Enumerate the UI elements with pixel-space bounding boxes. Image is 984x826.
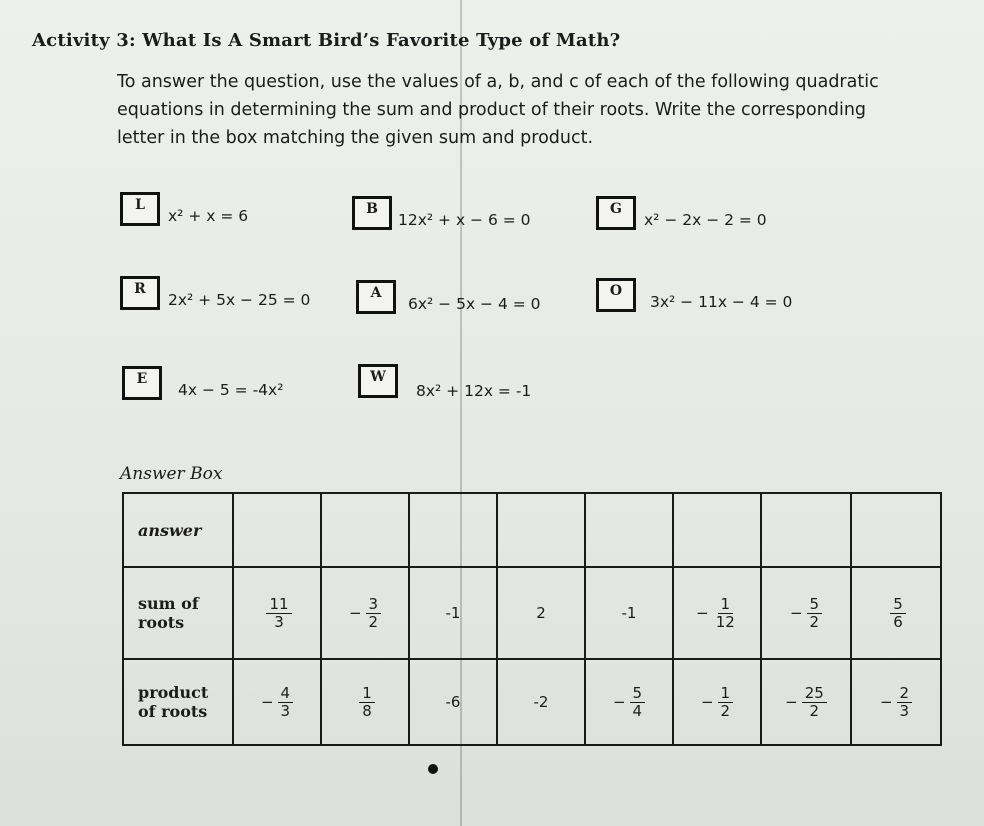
fraction-sign: − bbox=[700, 693, 714, 711]
sum-header-line2: roots bbox=[138, 613, 185, 632]
fraction-numerator: 1 bbox=[359, 685, 375, 703]
product-cell bbox=[233, 659, 321, 745]
equation-item bbox=[120, 192, 248, 226]
answer-cell[interactable] bbox=[761, 493, 851, 567]
fraction-denominator: 2 bbox=[720, 701, 731, 720]
fraction bbox=[886, 596, 906, 631]
fraction bbox=[355, 685, 375, 720]
equation-item bbox=[352, 196, 531, 230]
equation-item bbox=[122, 366, 283, 400]
letter-box: B bbox=[352, 196, 392, 230]
letter-box: L bbox=[120, 192, 160, 226]
value-text: -1 bbox=[621, 604, 637, 622]
product-cell bbox=[673, 659, 761, 745]
answer-cell[interactable] bbox=[673, 493, 761, 567]
equation-item bbox=[356, 280, 541, 314]
equation-text: 4x − 5 = -4x² bbox=[178, 381, 284, 399]
bullet-dot bbox=[428, 764, 438, 774]
fraction-numerator: 1 bbox=[718, 685, 734, 703]
product-cell bbox=[497, 659, 585, 745]
fraction-sign: − bbox=[879, 693, 893, 711]
letter-box: R bbox=[120, 276, 160, 310]
fraction-denominator: 2 bbox=[368, 612, 379, 631]
letter-box: O bbox=[596, 278, 636, 312]
sum-row bbox=[123, 567, 941, 659]
equation-text: 6x² − 5x − 4 = 0 bbox=[408, 295, 541, 313]
fraction-numerator: 4 bbox=[278, 685, 294, 703]
product-cell bbox=[321, 659, 409, 745]
fraction bbox=[262, 596, 291, 631]
sum-cell bbox=[761, 567, 851, 659]
sum-cell bbox=[233, 567, 321, 659]
equation-text: 8x² + 12x = -1 bbox=[416, 382, 532, 400]
equation-text: x² + x = 6 bbox=[168, 207, 249, 225]
fraction-denominator: 2 bbox=[809, 612, 820, 631]
product-cell bbox=[851, 659, 941, 745]
product-row bbox=[123, 659, 941, 745]
equation-item bbox=[120, 276, 310, 310]
fraction-sign: − bbox=[785, 693, 798, 711]
fraction-numerator: 3 bbox=[366, 596, 382, 614]
product-header-line1: product bbox=[138, 683, 209, 702]
answer-cell[interactable] bbox=[321, 493, 409, 567]
fraction-sign: − bbox=[789, 604, 803, 622]
fraction-denominator: 3 bbox=[274, 612, 284, 631]
fraction-numerator: 2 bbox=[897, 685, 913, 703]
value-text: -6 bbox=[445, 693, 461, 711]
fraction-denominator: 3 bbox=[280, 701, 291, 720]
equation-item bbox=[596, 196, 767, 230]
fraction bbox=[349, 596, 381, 631]
answer-cell[interactable] bbox=[851, 493, 941, 567]
product-cell bbox=[761, 659, 851, 745]
letter-box: E bbox=[122, 366, 162, 400]
activity-title: Activity 3: What Is A Smart Bird’s Favorite Type of Math? bbox=[32, 30, 621, 51]
fraction-numerator: 25 bbox=[802, 685, 827, 703]
fraction-sign: − bbox=[696, 604, 709, 622]
sum-cell bbox=[321, 567, 409, 659]
fraction-numerator: 11 bbox=[266, 596, 291, 614]
equation-text: 2x² + 5x − 25 = 0 bbox=[168, 291, 311, 309]
instructions-text: To answer the question, use the values of a, b, and c of each of the following quadratic equations in determining the sum and product of their roots. Write the corresponding letter in the box matching the given sum and product. bbox=[117, 72, 879, 148]
sum-header-line1: sum of bbox=[138, 594, 199, 613]
equation-text: 12x² + x − 6 = 0 bbox=[398, 211, 531, 229]
sum-cell bbox=[497, 567, 585, 659]
fraction-denominator: 4 bbox=[632, 701, 643, 720]
equation-item bbox=[358, 362, 531, 400]
fraction-sign: − bbox=[612, 693, 626, 711]
answer-box-label: Answer Box bbox=[120, 464, 223, 484]
product-header-line2: of roots bbox=[138, 702, 208, 721]
fraction bbox=[696, 596, 738, 631]
fraction bbox=[880, 685, 912, 720]
fraction-numerator: 5 bbox=[807, 596, 823, 614]
fraction-numerator: 5 bbox=[630, 685, 646, 703]
fraction-denominator: 8 bbox=[362, 701, 372, 720]
sum-cell bbox=[585, 567, 673, 659]
value-text: 2 bbox=[536, 604, 546, 622]
sum-cell bbox=[851, 567, 941, 659]
fraction-sign: − bbox=[348, 604, 362, 622]
fraction-sign: − bbox=[260, 693, 274, 711]
sum-cell bbox=[409, 567, 497, 659]
equation-text: x² − 2x − 2 = 0 bbox=[644, 211, 767, 229]
fraction bbox=[613, 685, 645, 720]
sum-row-header bbox=[123, 567, 233, 659]
letter-box: W bbox=[358, 364, 398, 398]
letter-box: G bbox=[596, 196, 636, 230]
answer-row bbox=[123, 493, 941, 567]
fraction-denominator: 6 bbox=[893, 612, 903, 631]
fraction-denominator: 3 bbox=[899, 701, 910, 720]
fraction bbox=[790, 596, 822, 631]
product-cell bbox=[409, 659, 497, 745]
fraction-numerator: 5 bbox=[890, 596, 906, 614]
fraction-denominator: 12 bbox=[715, 612, 735, 631]
value-text: -1 bbox=[445, 604, 461, 622]
sum-cell bbox=[673, 567, 761, 659]
fraction bbox=[261, 685, 293, 720]
answer-cell[interactable] bbox=[409, 493, 497, 567]
fraction bbox=[701, 685, 733, 720]
letter-box: A bbox=[356, 280, 396, 314]
answer-cell[interactable] bbox=[497, 493, 585, 567]
value-text: -2 bbox=[533, 693, 549, 711]
answer-row-header: answer bbox=[123, 493, 233, 567]
fraction-numerator: 1 bbox=[718, 596, 734, 614]
answer-cell[interactable] bbox=[233, 493, 321, 567]
fraction-denominator: 2 bbox=[809, 701, 820, 720]
equation-item bbox=[596, 278, 792, 312]
answer-cell[interactable] bbox=[585, 493, 673, 567]
fraction bbox=[785, 685, 827, 720]
equation-text: 3x² − 11x − 4 = 0 bbox=[650, 293, 793, 311]
product-row-header bbox=[123, 659, 233, 745]
answer-table bbox=[122, 492, 942, 746]
product-cell bbox=[585, 659, 673, 745]
